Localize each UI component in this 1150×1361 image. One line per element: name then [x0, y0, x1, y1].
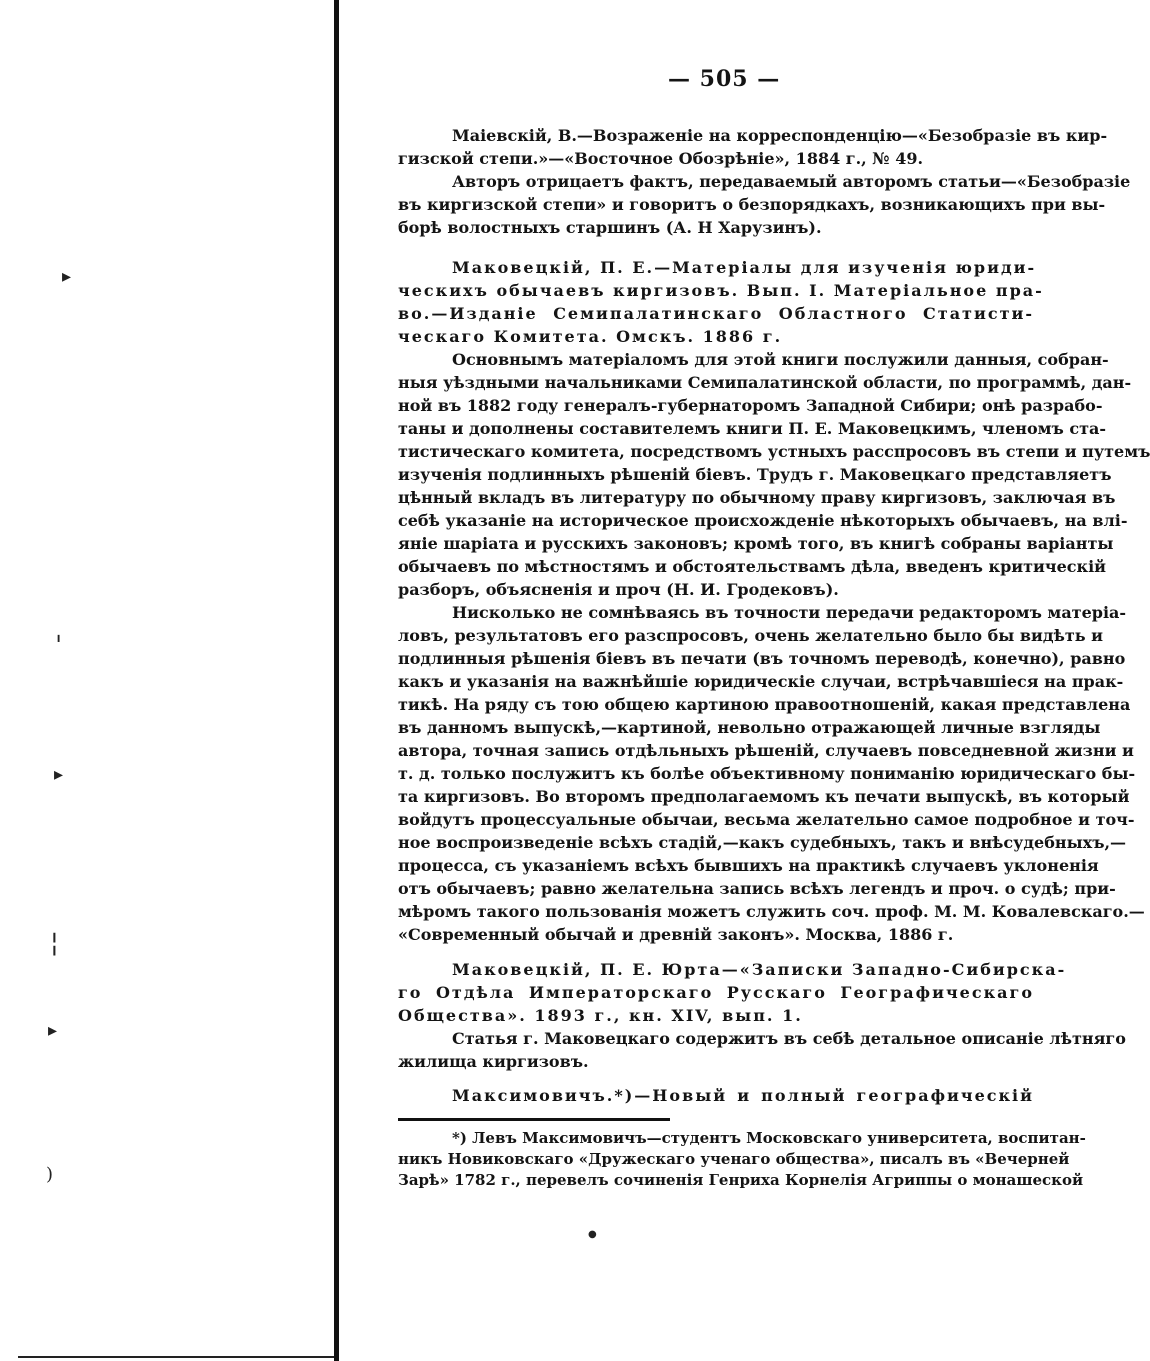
annotation-line: процесса, съ указаніемъ всѣхъ бывшихъ на практикѣ случаевъ уклоненія: [398, 856, 1099, 875]
entry-heading-cont: гизской степи.»—«Восточное Обозрѣніе», 1884 г., № 49.: [398, 149, 924, 168]
annotation-line: Основнымъ матеріаломъ для этой книги послужили данныя, собран-: [452, 350, 1109, 369]
bibliography-entry-makovetsky-yurta: [398, 958, 1126, 1073]
footnote-line: Зарѣ» 1782 г., перевелъ сочиненія Генриха Корнелія Агриппы о монашеской: [398, 1171, 1084, 1189]
annotation-line: жилища киргизовъ.: [398, 1052, 589, 1071]
annotation-line: ловъ, результатовъ его разспросовъ, очень желательно было бы видѣть и: [398, 626, 1104, 645]
scan-artifact: ¦: [50, 928, 59, 958]
annotation-line: подлинныя рѣшенія біевъ въ печати (въ точномъ переводѣ, конечно), равно: [398, 649, 1126, 668]
annotation-line: въ киргизской степи» и говоритъ о безпорядкахъ, возникающихъ при вы-: [398, 195, 1106, 214]
entry-heading: Маковецкій, П. Е.—Матеріалы для изученія юриди-: [452, 258, 1037, 277]
footnote-line: никъ Новиковскаго «Дружескаго ученаго общества», писалъ въ «Вечерней: [398, 1150, 1070, 1168]
annotation-line: себѣ указаніе на историческое происхожденіе нѣкоторыхъ обычаевъ, на влі-: [398, 511, 1128, 530]
annotation-line: разборъ, объясненія и проч (Н. И. Гродековъ).: [398, 580, 839, 599]
annotation-line: яніе шаріата и русскихъ законовъ; кромѣ того, въ книгѣ собраны варіанты: [398, 534, 1114, 553]
footnote-line: *) Левъ Максимовичъ—студентъ Московскаго университета, воспитан-: [452, 1129, 1086, 1147]
page-number: — 505 —: [668, 66, 781, 92]
annotation-line: мѣромъ такого пользованія можетъ служить соч. проф. М. М. Ковалевскаго.—: [398, 902, 1145, 921]
bibliography-entry-makovetsky-materials: [398, 256, 1150, 946]
annotation-line: отъ обычаевъ; равно желательна запись всѣхъ легендъ и проч. о судѣ; при-: [398, 879, 1116, 898]
annotation-line: та киргизовъ. Во второмъ предполагаемомъ къ печати выпускѣ, въ который: [398, 787, 1130, 806]
annotation-line: обычаевъ по мѣстностямъ и обстоятельствамъ дѣла, введенъ критическій: [398, 557, 1107, 576]
annotation-line: ной въ 1882 году генералъ-губернаторомъ Западной Сибири; онѣ разрабо-: [398, 396, 1103, 415]
annotation-line: ное воспроизведеніе всѣхъ стадій,—какъ судебныхъ, такъ и внѣсудебныхъ,—: [398, 833, 1127, 852]
entry-heading-cont: Общества». 1893 г., кн. XIV, вып. 1.: [398, 1006, 803, 1025]
annotation-line: тикѣ. На ряду съ тою общею картиною правоотношеній, какая представлена: [398, 695, 1131, 714]
page-gutter-line: [334, 0, 339, 1361]
annotation-line: таны и дополнены составителемъ книги П. Е. Маковецкимъ, членомъ ста-: [398, 419, 1107, 438]
annotation-line: Авторъ отрицаетъ фактъ, передаваемый авторомъ статьи—«Безобразіе: [452, 172, 1131, 191]
annotation-line: войдутъ процессуальные обычаи, весьма желательно самое подробное и точ-: [398, 810, 1135, 829]
annotation-line: цѣнный вкладъ въ литературу по обычному праву киргизовъ, заключая въ: [398, 488, 1116, 507]
annotation-line: ныя уѣздными начальниками Семипалатинской области, по программѣ, дан-: [398, 373, 1132, 392]
bibliography-entry-maksimovich: [398, 1084, 1034, 1107]
scan-artifact: ●: [588, 1229, 597, 1240]
scan-artifact: ▸: [62, 266, 72, 287]
annotation-line: тистическаго комитета, посредствомъ устныхъ расспросовъ въ степи и путемъ: [398, 442, 1150, 461]
footnote-rule: [398, 1118, 670, 1121]
annotation-line: какъ и указанія на важнѣйшіе юридическіе случаи, встрѣчавшіеся на прак-: [398, 672, 1124, 691]
annotation-line: «Современный обычай и древній законъ». Москва, 1886 г.: [398, 925, 954, 944]
scan-artifact: ▸: [54, 764, 64, 785]
annotation-line: Статья г. Маковецкаго содержитъ въ себѣ детальное описаніе лѣтняго: [452, 1029, 1126, 1048]
page-edge-line: [18, 1356, 334, 1358]
scan-artifact: ╹: [55, 635, 63, 649]
entry-heading: Маковецкій, П. Е. Юрта—«Записки Западно-Сибирска-: [452, 960, 1067, 979]
annotation-line: т. д. только послужитъ къ болѣе объективному пониманію юридическаго бы-: [398, 764, 1136, 783]
bibliography-entry-maievsky: [398, 124, 1131, 239]
entry-heading-cont: го Отдѣла Императорскаго Русскаго Географическаго: [398, 983, 1034, 1002]
entry-heading: Маіевскій, В.—Возраженіе на корреспонденцію—«Безобразіе въ кир-: [452, 126, 1108, 145]
annotation-line: изученія подлинныхъ рѣшеній біевъ. Трудъ г. Маковецкаго представляетъ: [398, 465, 1112, 484]
annotation-line: борѣ волостныхъ старшинъ (А. Н Харузинъ).: [398, 218, 822, 237]
annotation-line: въ данномъ выпускѣ,—картиной, невольно отражающей личные взгляды: [398, 718, 1101, 737]
entry-heading-cont: ческихъ обычаевъ киргизовъ. Вып. I. Матеріальное пра-: [398, 281, 1044, 300]
entry-heading-cont: во.—Изданіе Семипалатинскаго Областного Статисти-: [398, 304, 1034, 323]
entry-heading-cont: ческаго Комитета. Омскъ. 1886 г.: [398, 327, 783, 346]
scan-artifact: ): [46, 1164, 54, 1185]
entry-heading: Максимовичъ.*)—Новый и полный географическій: [452, 1086, 1034, 1105]
annotation-line: автора, точная запись отдѣльныхъ рѣшеній, случаевъ повседневной жизни и: [398, 741, 1134, 760]
footnote: [398, 1128, 1086, 1191]
scan-artifact: ▸: [48, 1020, 58, 1041]
annotation-line: Нисколько не сомнѣваясь въ точности передачи редакторомъ матеріа-: [452, 603, 1127, 622]
